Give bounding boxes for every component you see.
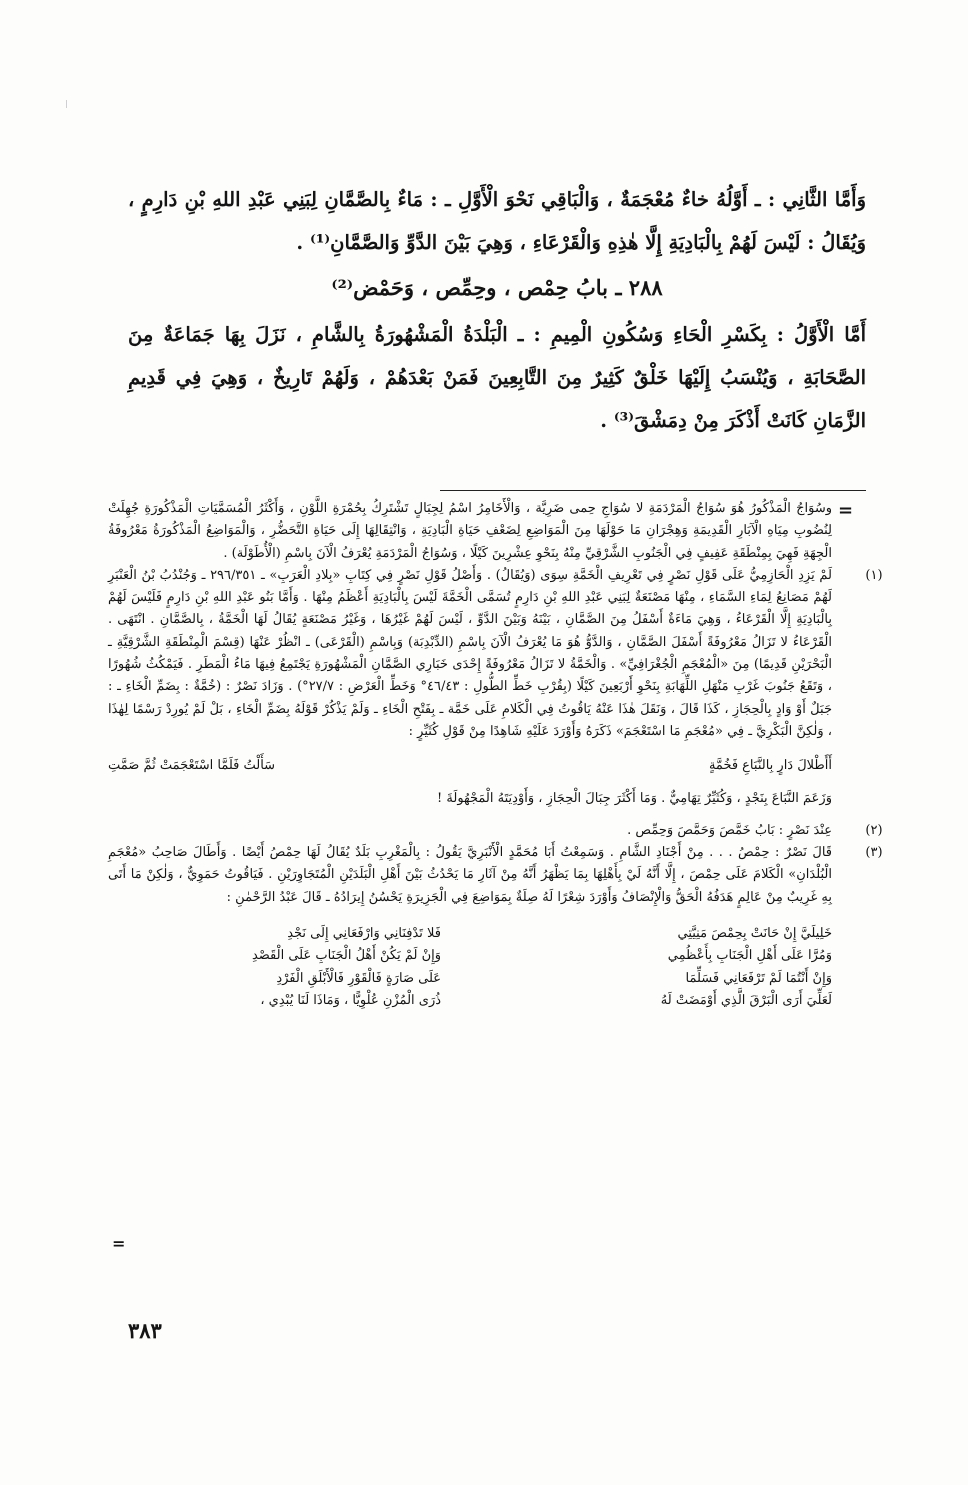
main-text <box>128 178 866 442</box>
poem-line <box>108 945 832 967</box>
footnote-divider <box>440 490 866 491</box>
footnote-text: لَمْ يَزِدِ الْحَازِمِيُّ عَلَى قَوْلِ نَصْرٍ فِي تَعْرِيفِ الْخَمَّةِ سِوَى (وَيُقَالُ) . وَأَصْلُ قَوْلِ نَصْرٍ فِي كِتَابِ «بِلادِ الْعَرَبِ» ـ ٢٩٦/٣٥١ ـ وَجُنْدُبُ بْنُ الْعَنْبَرِ لَهُمْ مَصَانِعُ لِمَاءِ السَّمَاءِ ، مِنْهَا مَصْنَعَةٌ لِبَنِي عَبْدِ اللهِ بْنِ دَارِمٍ تُسَمَّى الْخَمَّةَ لَيْسَ بِالْبَادِيَةِ أَعْظَمُ مِنْهَا . وَأَمَّا بَنُو عَبْدِ اللهِ بْنِ دَارِمٍ فَلَيْسَ لَهُمْ بِالْبَادِيَةِ إِلَّا الْقَرْعَاءُ ، وَهِيَ مَاءَةٌ أَسْفَلُ مِنَ الصَّمَّانِ ، بَيْنَهُ وَبَيْنَ الدَّوِّ ، لَيْسَ لَهُمْ غَيْرُهَا ، وَغَيْرُ مَصْنَعَةٍ يُقَالُ لَهَا الْخَمَّةُ ، بِالصَّمَّانِ . انْتَهَى . الْقَرْعَاءُ لا تَزَالُ مَعْرُوفَةً أَسْفَلَ الصَّمَّانِ ، وَالدَّوُّ هُوَ مَا يُعْرَفُ الْآنَ بِاسْمِ (الدِّبْدِبَة) وَبِاسْمِ (الْقَرْعَى) ـ انْظُرْ عَنْهَا (قِسْمَ الْمِنْطَقَةِ الشَّرْقِيَّةِ ـ الْبَحْرَيْنِ قَدِيمًا) مِنَ «الْمُعْجَمِ الْجُغْرَافِيِّ» . وَالْخَمَّةُ لا تَزَالُ مَعْرُوفَةً إِحْدَى خَبَارِي الصَّمَّانِ الْمَشْهُورَةِ يَجْتَمِعُ فِيهَا مَاءُ الْمَطَرِ . فَيَمْكُثُ شُهُورًا ، وَتَقَعُ جَنُوبَ غَرْبِ مَنْهَلِ اللِّهَابَةِ بِنَحْوِ أَرْبَعِينَ كَيْلًا (بِقُرْبِ خَطِّ الطُّولِ : ٤٦/٤٣° وَخَطِّ الْعَرْضِ : ٢٧/٧°) . وَزَادَ نَصْرٌ : (خُمَّةٌ : بِضَمِّ الْخَاءِ ـ : جَبَلٌ أَوْ وَادٍ بِالْحِجَازِ ، كَذَا قَالَ ، وَنَقَلَ هٰذَا عَنْهُ يَاقُوتُ فِي الْكَلامِ عَلَى خَمَّة ـ بِفَتْحِ الْخَاءِ ـ وَلَمْ يَذْكُرْ قَوْلَهُ بِضَمِّ الْخَاءِ ، بَلْ لَمْ يُورِدْ رَسْمًا لِهٰذَا ، وَلٰكِنَّ الْبَكْرِيَّ ـ فِي «مُعْجَمِ مَا اسْتَعْجَمَ» ذَكَرَهُ وَأَوْرَدَ عَلَيْهِ شَاهِدًا مِنْ قَوْلِ كُثَيِّرٍ : <box>108 567 833 739</box>
poem-hemistich-left: عَلَى صَارَةٍ فَالْقَوْرِ فَالْأَبْلَقِ الْفَرْدِ <box>276 970 442 986</box>
poem-hemistich-left: وَإِنْ لَمْ يَكُنْ أَهْلُ الْجَنَابِ عَلَى الْقَصْدِ <box>251 948 442 964</box>
verse-second-hemistich: سَأَلْتُ فَلَمَّا اسْتَعْجَمَتْ ثُمَّ صَمَّتِ <box>108 758 276 774</box>
poem-line <box>108 923 832 945</box>
poem-hemistich-left: فَلا تَدْفِنَانِي وَارْفَعَانِي إِلَى نَجْدِ <box>287 926 442 942</box>
verse-line <box>108 755 832 777</box>
poem-hemistich-right: لَعَلِّيَ أَرَى الْبَرْقَ الَّذِي أَوْمَضَتْ لَهُ <box>660 992 832 1008</box>
footnote-continuation-marker: = <box>838 500 854 521</box>
footnote-continuation: وسُوَاجُ الْمَذْكُورُ هُوَ سُوَاجُ الْمَرْدَمَةِ لا سُوَاجِ حِمى ضَرِيَّة ، وَالْأَخَامِرُ اسْمُ لِجِبَالٍ تَشْتَرِكُ بِحُمْرَةِ اللَّوْنِ ، وَأَكْثَرُ الْمُسَمَّيَاتِ الْمَذْكُورَةِ جُهِلَتْ لِنُضُوبِ مِيَاهِ الْآبَارِ الْقَدِيمَةِ وَهِجْرَانِ مَا حَوْلَهَا مِنَ الْمَوَاضِعِ لِضَعْفِ حَيَاةِ الْبَادِيَةِ ، وَانْتِقَالِهَا إِلَى حَيَاةِ التَّحَضُّرِ ، وَالْمَوَاضِعُ الْمَذْكُورَةُ مَعْرُوفَةُ الْجِهَةِ فَهِيَ بِمِنْطَقَةِ عَفِيفٍ فِي الْجَنُوبِ الشَّرْقِيِّ مِنْهُ بِنَحْوِ عِشْرِينَ كَيْلًا ، وَسُوَاجُ الْمَرْدَمَةِ يُعْرَفُ الْآنَ بِاسْمِ (الْأُطَوْلَة) . <box>108 501 832 561</box>
footnote-1 <box>108 565 883 810</box>
footnote-2 <box>108 820 883 842</box>
footnote-text-after-verse: وَزَعَمَ النَّبَاعَ بِنَجْدٍ ، وَكُثَيِّرٌ تِهَامِيٌّ . وَمَا أَكْثَرَ جِبَالَ الْحِجَازِ ، وَأَوْدِيَتَهُ الْمَجْهُولَةَ ! <box>437 790 832 806</box>
footnotes <box>108 498 883 1012</box>
verse-first-hemistich: أَأَطْلالَ دَارٍ بِالنَّبَاعِ فَخُمَّةٍ <box>708 758 832 774</box>
footnote-3 <box>108 842 883 1012</box>
footnote-text: قَالَ نَصْرٌ : حِمْصُ . . . مِنْ أَجْنَادِ الشَّامِ . وَسَمِعْتُ أَبَا مُحَمَّدٍ الْأَنْبَرِيَّ يَقُولُ : بِالْمَغْرِبِ بَلَدٌ يُقَالُ لَهَا حِمْصُ أَيْضًا . وَأَطَالَ صَاحِبُ «مُعْجَمِ الْبُلْدَانِ» الْكَلامَ عَلَى حِمْصَ ، إِلَّا أَنَّهُ لَيْ بِأَهْلِهَا بِمَا يَظْهَرُ أَنَّهُ مِنْ آثَارِ مَا يَحْدُثُ بَيْنَ أَهْلِ الْبَلَدَيْنِ الْمُتَجَاوِرَيْنِ . فَيَاقُوتُ حَمَوِيٌّ ، وَلٰكِنْ مَا أَتَى بِهِ غَرِيبٌ مِنْ عَالِمٍ هَدَفُهُ الْحَقُّ وَالْإِنْصَافُ وَأَوْرَدَ شِعْرًا لَهُ صِلَةٌ بِمَوَاضِعَ فِي الْجَزِيرَةِ يَحْسُنُ إِيرَادُهُ ـ قَالَ عَبْدُ الرَّحْمٰنِ : <box>108 845 832 905</box>
poem-hemistich-right: خَلِيلَيَّ إِنْ حَانَتْ بِحِمْصَ مَنِيَّتِي <box>677 926 832 942</box>
main-paragraph-2: أَمَّا الْأَوَّلُ : بِكَسْرِ الْحَاءِ وَسُكُونِ الْمِيمِ : ـ الْبَلْدَةُ الْمَشْهُورَةُ بِالشَّامِ ، نَزَلَ بِهَا جَمَاعَةٌ مِنَ الصَّحَابَةِ ، وَيُنْسَبُ إِلَيْهَا خَلْقٌ كَثِيرٌ مِنَ التَّابِعِينَ فَمَنْ بَعْدَهُمْ ، وَلَهُمْ تَارِيخٌ ، وَهِيَ فِي قَدِيمِ الزَّمَانِ كَانَتْ أَذْكَرَ مِنْ دِمَشْقَ⁽³⁾ . <box>128 323 866 432</box>
footnote-number: (٢) <box>865 822 883 838</box>
footnote-number: (٣) <box>865 845 883 861</box>
poem-line <box>108 968 832 990</box>
poem-hemistich-left: ذُرَى الْمُزْنِ عُلْوِيًّا ، وَمَاذَا لَنَا يُبْدِي ، <box>260 992 442 1008</box>
footnote-number: (١) <box>865 567 883 583</box>
poem-hemistich-right: وَمُرَّا عَلَى أَهْلِ الْجَنَابِ بِأَعْظُمِي <box>667 948 832 964</box>
poem-hemistich-right: وَإِنْ أَنْتُمَا لَمْ تَرْفَعَانِي فَسَلِّمَا <box>685 970 832 986</box>
section-heading: ٢٨٨ ـ بابُ حِمْص ، وحِمِّص ، وَحَمْض⁽²⁾ <box>331 275 663 300</box>
footnote-text: عِنْدَ نَصْرٍ : بَابُ خَمَّصَ وَحَمَّصَ وَحِمِّص . <box>627 822 832 838</box>
poem-line <box>108 990 832 1012</box>
poem <box>108 923 832 1012</box>
scan-mark <box>66 100 67 108</box>
footnote-end-marker: = <box>112 1234 126 1253</box>
main-paragraph-1: وَأَمَّا الثَّانِي : ـ أَوَّلُهُ خاءٌ مُعْجَمَةٌ ، وَالْبَاقِي نَحْوَ الْأَوَّلِ ـ : مَاءٌ بِالصَّمَّانِ لِبَنِي عَبْدِ اللهِ بْنِ دَارِمٍ ، وَيُقَالُ : لَيْسَ لَهُمْ بِالْبَادِيَةِ إِلَّا هٰذِهِ وَالْقَرْعَاءِ ، وَهِيَ بَيْنَ الدَّوِّ وَالصَّمَّانِ⁽¹⁾ . <box>128 188 866 254</box>
page-number: ٣٨٣ <box>128 1318 162 1343</box>
